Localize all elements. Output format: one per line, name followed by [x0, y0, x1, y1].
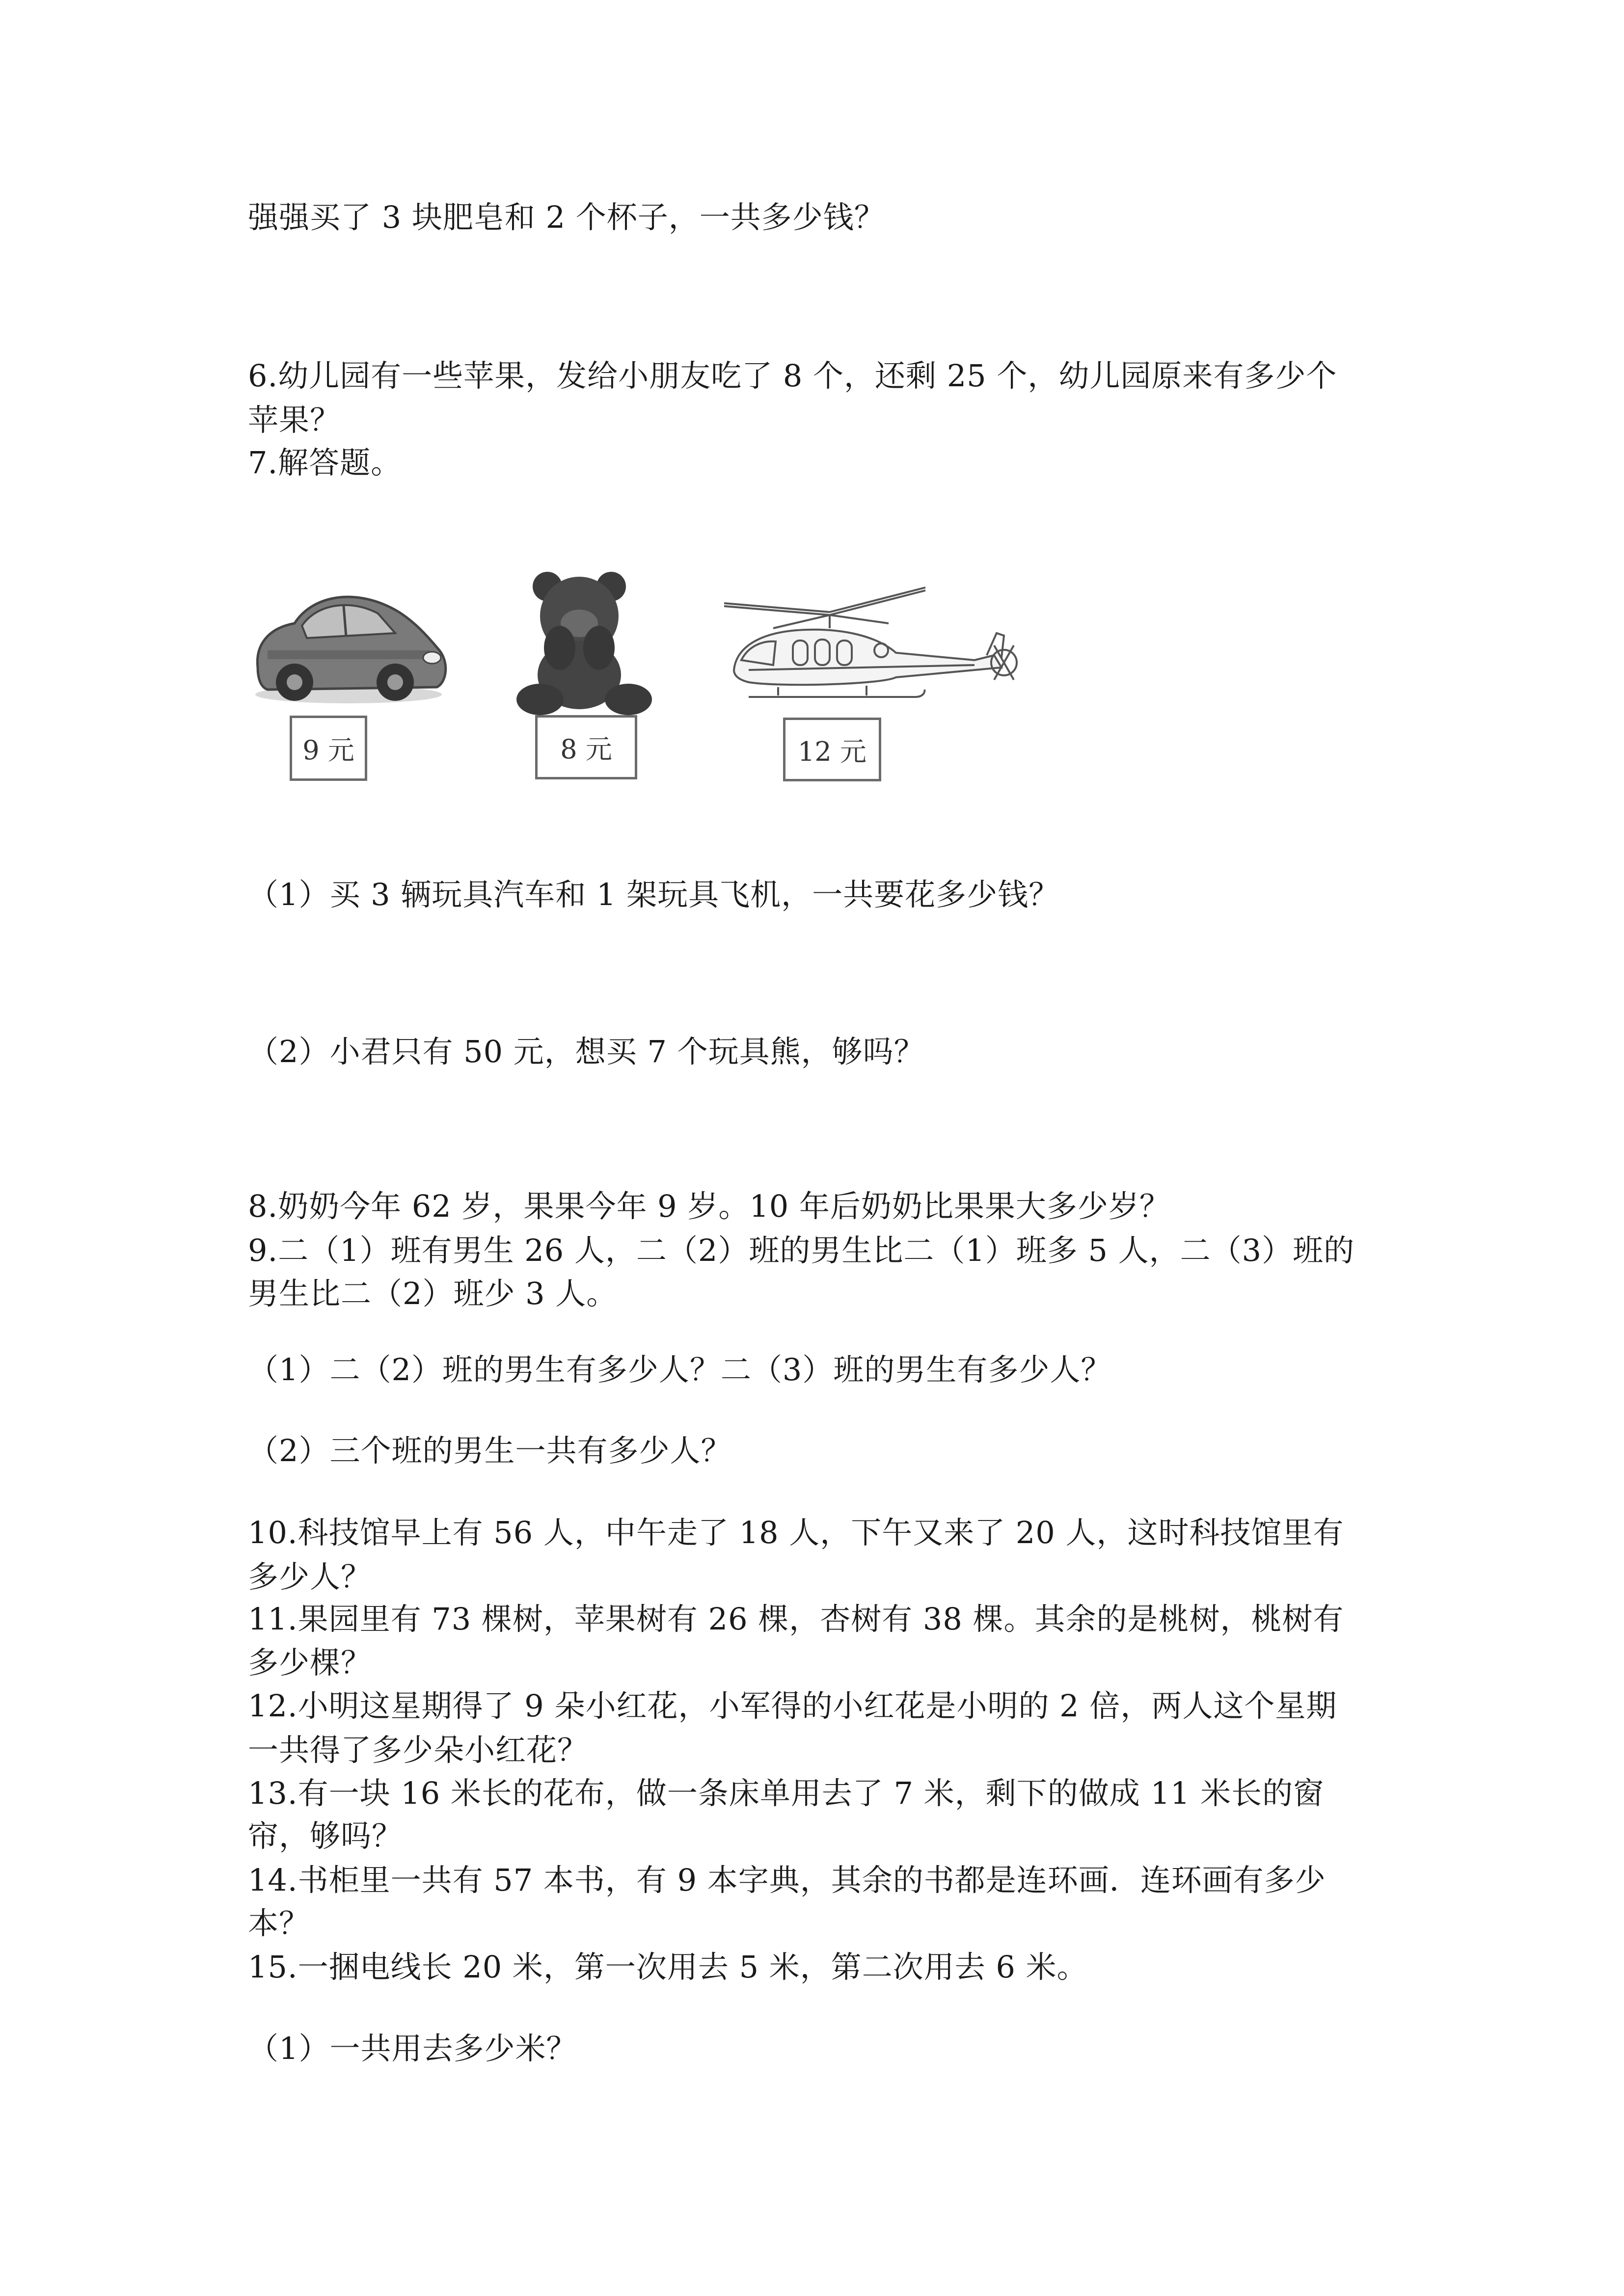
question-9-line-1: 9.二（1）班有男生 26 人，二（2）班的男生比二（1）班多 5 人，二（3）班的 [248, 1232, 1355, 1268]
helicopter-price-tag: 12 元 [783, 718, 881, 781]
toy-bear-image [513, 569, 660, 717]
question-9-part-2: （2）三个班的男生一共有多少人？ [248, 1433, 732, 1468]
car-price-tag: 9 元 [290, 716, 367, 781]
question-9-part-1: （1）二（2）班的男生有多少人？二（3）班的男生有多少人？ [248, 1352, 1112, 1388]
bear-price-tag: 8 元 [535, 715, 637, 779]
question-7-title: 7.解答题。 [248, 445, 402, 481]
question-10-line-1: 10.科技馆早上有 56 人，中午走了 18 人，下午又来了 20 人，这时科技馆里有 [248, 1515, 1344, 1550]
question-7-part-2: （2）小君只有 50 元，想买 7 个玩具熊，够吗？ [248, 1034, 925, 1069]
question-14-line-2: 本？ [248, 1905, 310, 1941]
question-6-line-2: 苹果？ [248, 402, 341, 438]
toy-car-image [248, 577, 454, 709]
question-15: 15.一捆电线长 20 米，第一次用去 5 米，第二次用去 6 米。 [248, 1949, 1088, 1985]
question-13-line-2: 帘，够吗？ [248, 1818, 403, 1854]
question-12-line-1: 12.小明这星期得了 9 朵小红花，小军得的小红花是小明的 2 倍，两人这个星期 [248, 1688, 1337, 1724]
question-11-line-1: 11.果园里有 73 棵树，苹果树有 26 棵，杏树有 38 棵。其余的是桃树，桃树有 [248, 1601, 1344, 1637]
question-6-line-1: 6.幼儿园有一些苹果，发给小朋友吃了 8 个，还剩 25 个，幼儿园原来有多少个 [248, 358, 1337, 394]
question-5-continued: 强强买了 3 块肥皂和 2 个杯子，一共多少钱？ [248, 199, 885, 235]
question-7-part-1: （1）买 3 辆玩具汽车和 1 架玩具飞机，一共要花多少钱？ [248, 877, 1060, 912]
question-11-line-2: 多少棵？ [248, 1645, 372, 1681]
question-13-line-1: 13.有一块 16 米长的花布，做一条床单用去了 7 米，剩下的做成 11 米长的窗 [248, 1775, 1325, 1811]
question-15-part-1: （1）一共用去多少米？ [248, 2030, 577, 2066]
question-8: 8.奶奶今年 62 岁，果果今年 9 岁。10 年后奶奶比果果大多少岁？ [248, 1188, 1170, 1224]
question-12-line-2: 一共得了多少朵小红花？ [248, 1732, 589, 1768]
question-14-line-1: 14.书柜里一共有 57 本书，有 9 本字典，其余的书都是连环画．连环画有多少 [248, 1862, 1326, 1898]
question-9-line-2: 男生比二（2）班少 3 人。 [248, 1276, 618, 1311]
question-10-line-2: 多少人？ [248, 1559, 372, 1595]
toy-helicopter-image [719, 587, 1024, 712]
